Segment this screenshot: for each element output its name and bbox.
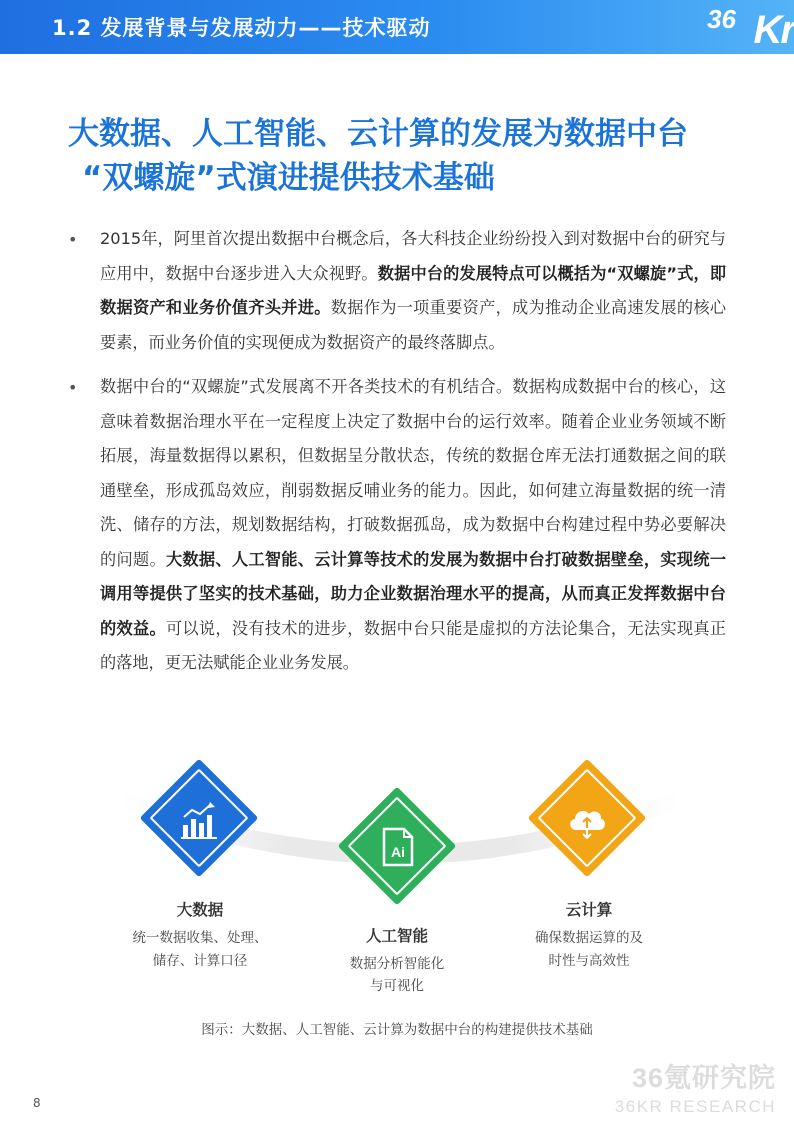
ai-desc-line-2: 与可视化: [370, 978, 424, 994]
paragraph-text: 数据中台的“双螺旋”式发展离不开各类技术的有机结合。数据构成数据中台的核心，这意味着数据治理水平在一定程度上决定了数据中台的运行效率。随着企业业务领域不断拓展，海量数据得以累积，但数据呈分散状态，传统的数据仓库无法打通数据之间的联通壁垒，形成孤岛效应，削弱数据反哺业务的能力。因此，如何建立海量数据的统一清洗、储存的方法，规划数据结构，打破数据孤岛，成为数据中台构建过程中势必要解决的问题。: [100, 377, 726, 569]
tech-diagram: [0, 750, 794, 1010]
headline-line-1: 大数据、人工智能、云计算的发展为数据中台: [68, 116, 688, 152]
logo-36-text: 36: [707, 4, 736, 34]
big-data-desc-line-2: 储存、计算口径: [152, 953, 248, 969]
ai-desc-line-1: 数据分析智能化: [349, 956, 445, 972]
headline-line-2: “双螺旋”式演进提供技术基础: [82, 160, 495, 196]
bullet-paragraph: [100, 222, 726, 360]
bullet-item: [68, 370, 726, 681]
bullet-dot: •: [68, 230, 78, 249]
bullet-item: [68, 222, 726, 360]
logo-kr-text: Kr: [753, 8, 794, 52]
section-title: 1.2 发展背景与发展动力——技术驱动: [52, 16, 431, 40]
ai-label: 人工智能: [365, 927, 428, 945]
cloud-desc-line-1: 确保数据运算的及: [535, 930, 643, 946]
paragraph-text: 可以说，没有技术的进步，数据中台只能是虚拟的方法论集合，无法实现真正的落地，更无法赋能企业业务发展。: [100, 618, 727, 672]
big-data-desc-line-1: 统一数据收集、处理、: [132, 930, 268, 946]
paragraph-emphasis: 数据中台的发展特点可以概括为“双螺旋”式，即数据资产和业务价值齐头并进。: [100, 263, 727, 317]
bullet-list: [68, 222, 726, 691]
figure-caption: 图示：大数据、人工智能、云计算为数据中台的构建提供技术基础: [201, 1022, 593, 1038]
ai-document-icon: [381, 827, 415, 867]
paragraph-text: 数据作为一项重要资产，成为推动企业高速发展的核心要素，而业务价值的实现便成为数据资产的最终落脚点。: [100, 298, 727, 352]
page-headline: [68, 112, 748, 200]
paragraph-emphasis: 大数据、人工智能、云计算等技术的发展为数据中台打破数据壁垒，实现统一调用等提供了坚实的技术基础，助力企业数据治理水平的提高，从而真正发挥数据中台的效益。: [100, 549, 727, 638]
cloud-desc-line-2: 时性与高效性: [548, 953, 630, 969]
bar-chart-icon: [180, 801, 220, 841]
svg-text:Ai: Ai: [391, 844, 405, 860]
paragraph-text: 2015年，阿里首次提出数据中台概念后，各大科技企业纷纷投入到对数据中台的研究与应用中，数据中台逐步进入大众视野。: [100, 229, 726, 283]
watermark-line-2: 36KR RESEARCH: [614, 1097, 776, 1116]
page-number: 8: [33, 1096, 41, 1110]
cloud-label: 云计算: [565, 901, 613, 919]
watermark-line-1: 36氪研究院: [631, 1063, 776, 1093]
watermark: [615, 1056, 776, 1117]
big-data-label: 大数据: [176, 901, 224, 919]
bullet-dot: •: [68, 378, 78, 397]
header-bar: [0, 0, 794, 54]
cloud-sync-icon: [566, 802, 608, 840]
bullet-paragraph: [100, 370, 726, 681]
